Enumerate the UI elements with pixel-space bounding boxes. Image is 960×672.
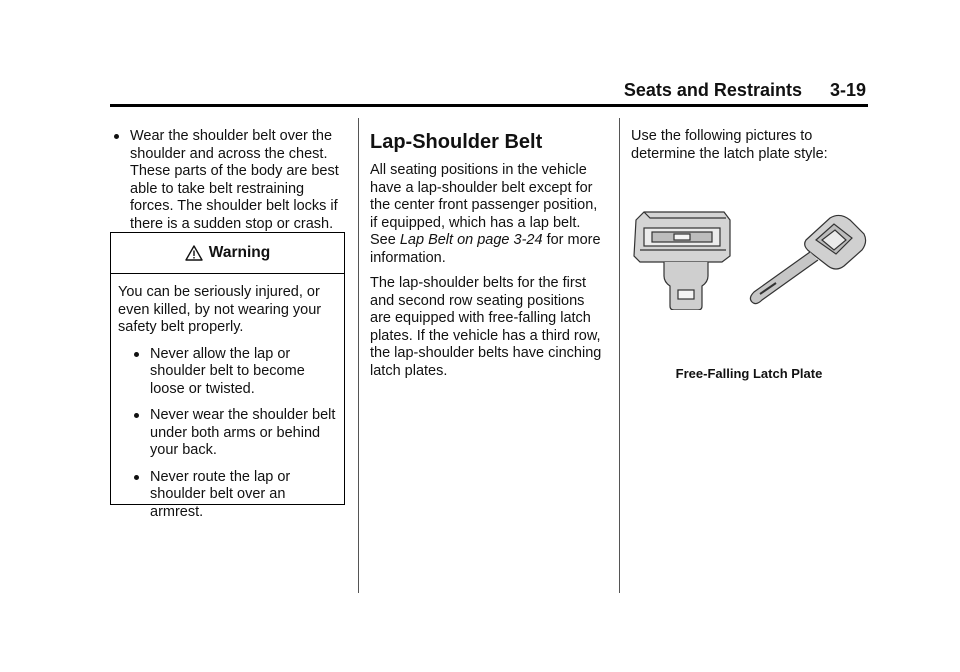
cross-reference-link[interactable]: Lap Belt on page 3-24 [399, 232, 543, 248]
latch-plate-figure [630, 190, 868, 310]
paragraph: The lap-shoulder belts for the first and second row seating positions are equipped with free-falling latch plates. If the vehicle has a third row, the lap-shoulder belts have cinching latch plates. [370, 275, 602, 379]
warning-item-text: Never route the lap or shoulder belt over an armrest. [150, 468, 291, 520]
section-heading: Lap-Shoulder Belt [370, 131, 543, 153]
paragraph: Use the following pictures to determine the latch plate style: [631, 128, 828, 162]
left-column [110, 128, 348, 233]
bullet-icon [134, 352, 139, 357]
bullet-text: Wear the shoulder belt over the shoulder and across the chest. These parts of the body are best able to take belt restraining forces. The shoulder belt locks if there is a sudden stop or crash. [130, 128, 339, 232]
paragraph-text: for more information. [370, 232, 601, 266]
list-item [130, 346, 338, 399]
column-divider-left [358, 118, 359, 593]
section-title: Seats and Restraints [623, 80, 802, 100]
page-header [110, 80, 868, 106]
paragraph [370, 162, 608, 267]
right-column [631, 128, 868, 171]
middle-column [370, 130, 608, 388]
warning-item-text: Never wear the shoulder belt under both arms or behind your back. [150, 407, 336, 458]
figure-caption: Free-Falling Latch Plate [675, 366, 823, 381]
warning-triangle-icon [185, 245, 203, 261]
warning-body [111, 274, 344, 521]
paragraph-text: All seating positions in the vehicle have a lap-shoulder belt except for the center front passenger position, if equipped, which has a lap belt. See [370, 162, 598, 248]
header-rule [110, 104, 868, 107]
header-text [624, 80, 866, 101]
bullet-icon [134, 475, 139, 480]
warning-title: Warning [208, 244, 271, 261]
latch-plate-illustration [630, 190, 868, 310]
list-item [130, 407, 338, 460]
list-item [130, 469, 338, 522]
column-divider-right [619, 118, 620, 593]
warning-box [110, 232, 345, 520]
page-number: 3-19 [829, 80, 866, 100]
bullet-icon [114, 134, 119, 139]
warning-header [111, 233, 344, 274]
warning-item-text: Never allow the lap or shoulder belt to become loose or twisted. [150, 345, 305, 397]
bullet-icon [134, 413, 139, 418]
list-item [110, 128, 348, 233]
warning-intro: You can be seriously injured, or even killed, by not wearing your safety belt properly. [118, 284, 322, 335]
